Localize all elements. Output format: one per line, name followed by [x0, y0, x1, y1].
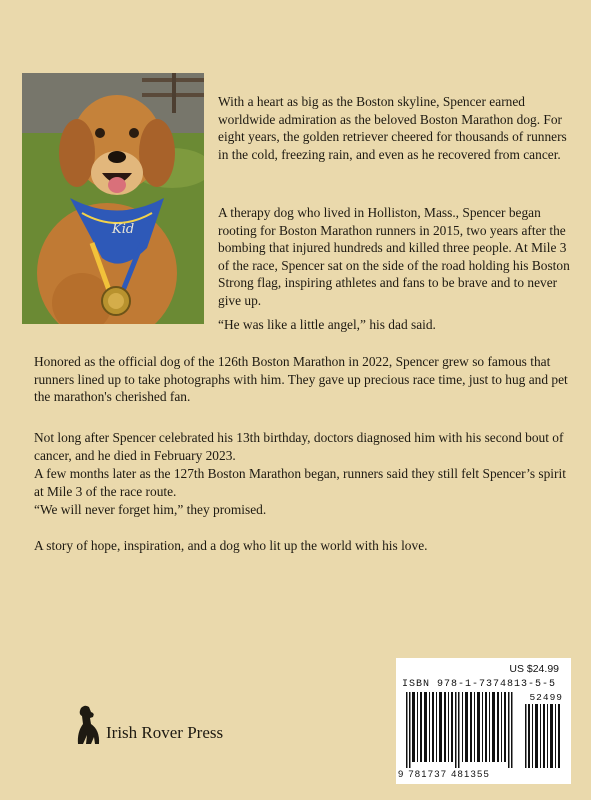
spirit-paragraph: A few months later as the 127th Boston Marathon began, runners said they still felt Spencer’s spirit at Mile 3 of the race route. — [34, 466, 566, 499]
therapy-dog-paragraph: A therapy dog who lived in Holliston, Mass., Spencer began rooting for Boston Marathon runners in 2015, two years after the bombing that injured hundreds and killed three people. At Mile 3 of the race, Spencer sat on the side of the road holding his Boston Strong flag, inspiring athletes and fans to be brave and to never give up. — [218, 205, 570, 308]
price-label: US $24.99 — [509, 663, 559, 675]
publisher-name: Irish Rover Press — [106, 723, 224, 742]
ean-bars — [404, 692, 516, 768]
isbn-barcode — [396, 658, 571, 784]
publisher-logo — [73, 704, 224, 748]
price-code: 52499 — [529, 692, 563, 703]
diagnosis-paragraph: Not long after Spencer celebrated his 13th birthday, doctors diagnosed him with his second bout of cancer, and he died in February 2023. — [34, 430, 564, 463]
tagline: A story of hope, inspiration, and a dog who lit up the world with his love. — [34, 538, 428, 553]
isbn-number: ISBN 978-1-7374813-5-5 — [402, 679, 557, 690]
intro-paragraph: With a heart as big as the Boston skyline, Spencer earned worldwide admiration as the beloved Boston Marathon dog. For eight years, the golden retriever cheered for thousands of runners in the cold, freezing rain, and even as he recovered from cancer. — [218, 94, 567, 162]
honored-paragraph: Honored as the official dog of the 126th Boston Marathon in 2022, Spencer grew so famous that runners lined up to take photographs with him. They gave up precious race time, just to hug and pet the marathon's cherished fan. — [34, 354, 568, 405]
dog-silhouette-icon — [73, 704, 103, 748]
svg-text:Kid: Kid — [112, 222, 135, 237]
promise-quote: “We will never forget him,” they promised. — [34, 502, 267, 517]
dad-quote: “He was like a little angel,” his dad said. — [218, 317, 436, 332]
dog-photo-illustration — [22, 73, 204, 324]
cover-photo — [22, 73, 204, 324]
ean-digits: 9 781737 481355 — [398, 769, 490, 780]
price-addon-bars — [524, 704, 564, 768]
